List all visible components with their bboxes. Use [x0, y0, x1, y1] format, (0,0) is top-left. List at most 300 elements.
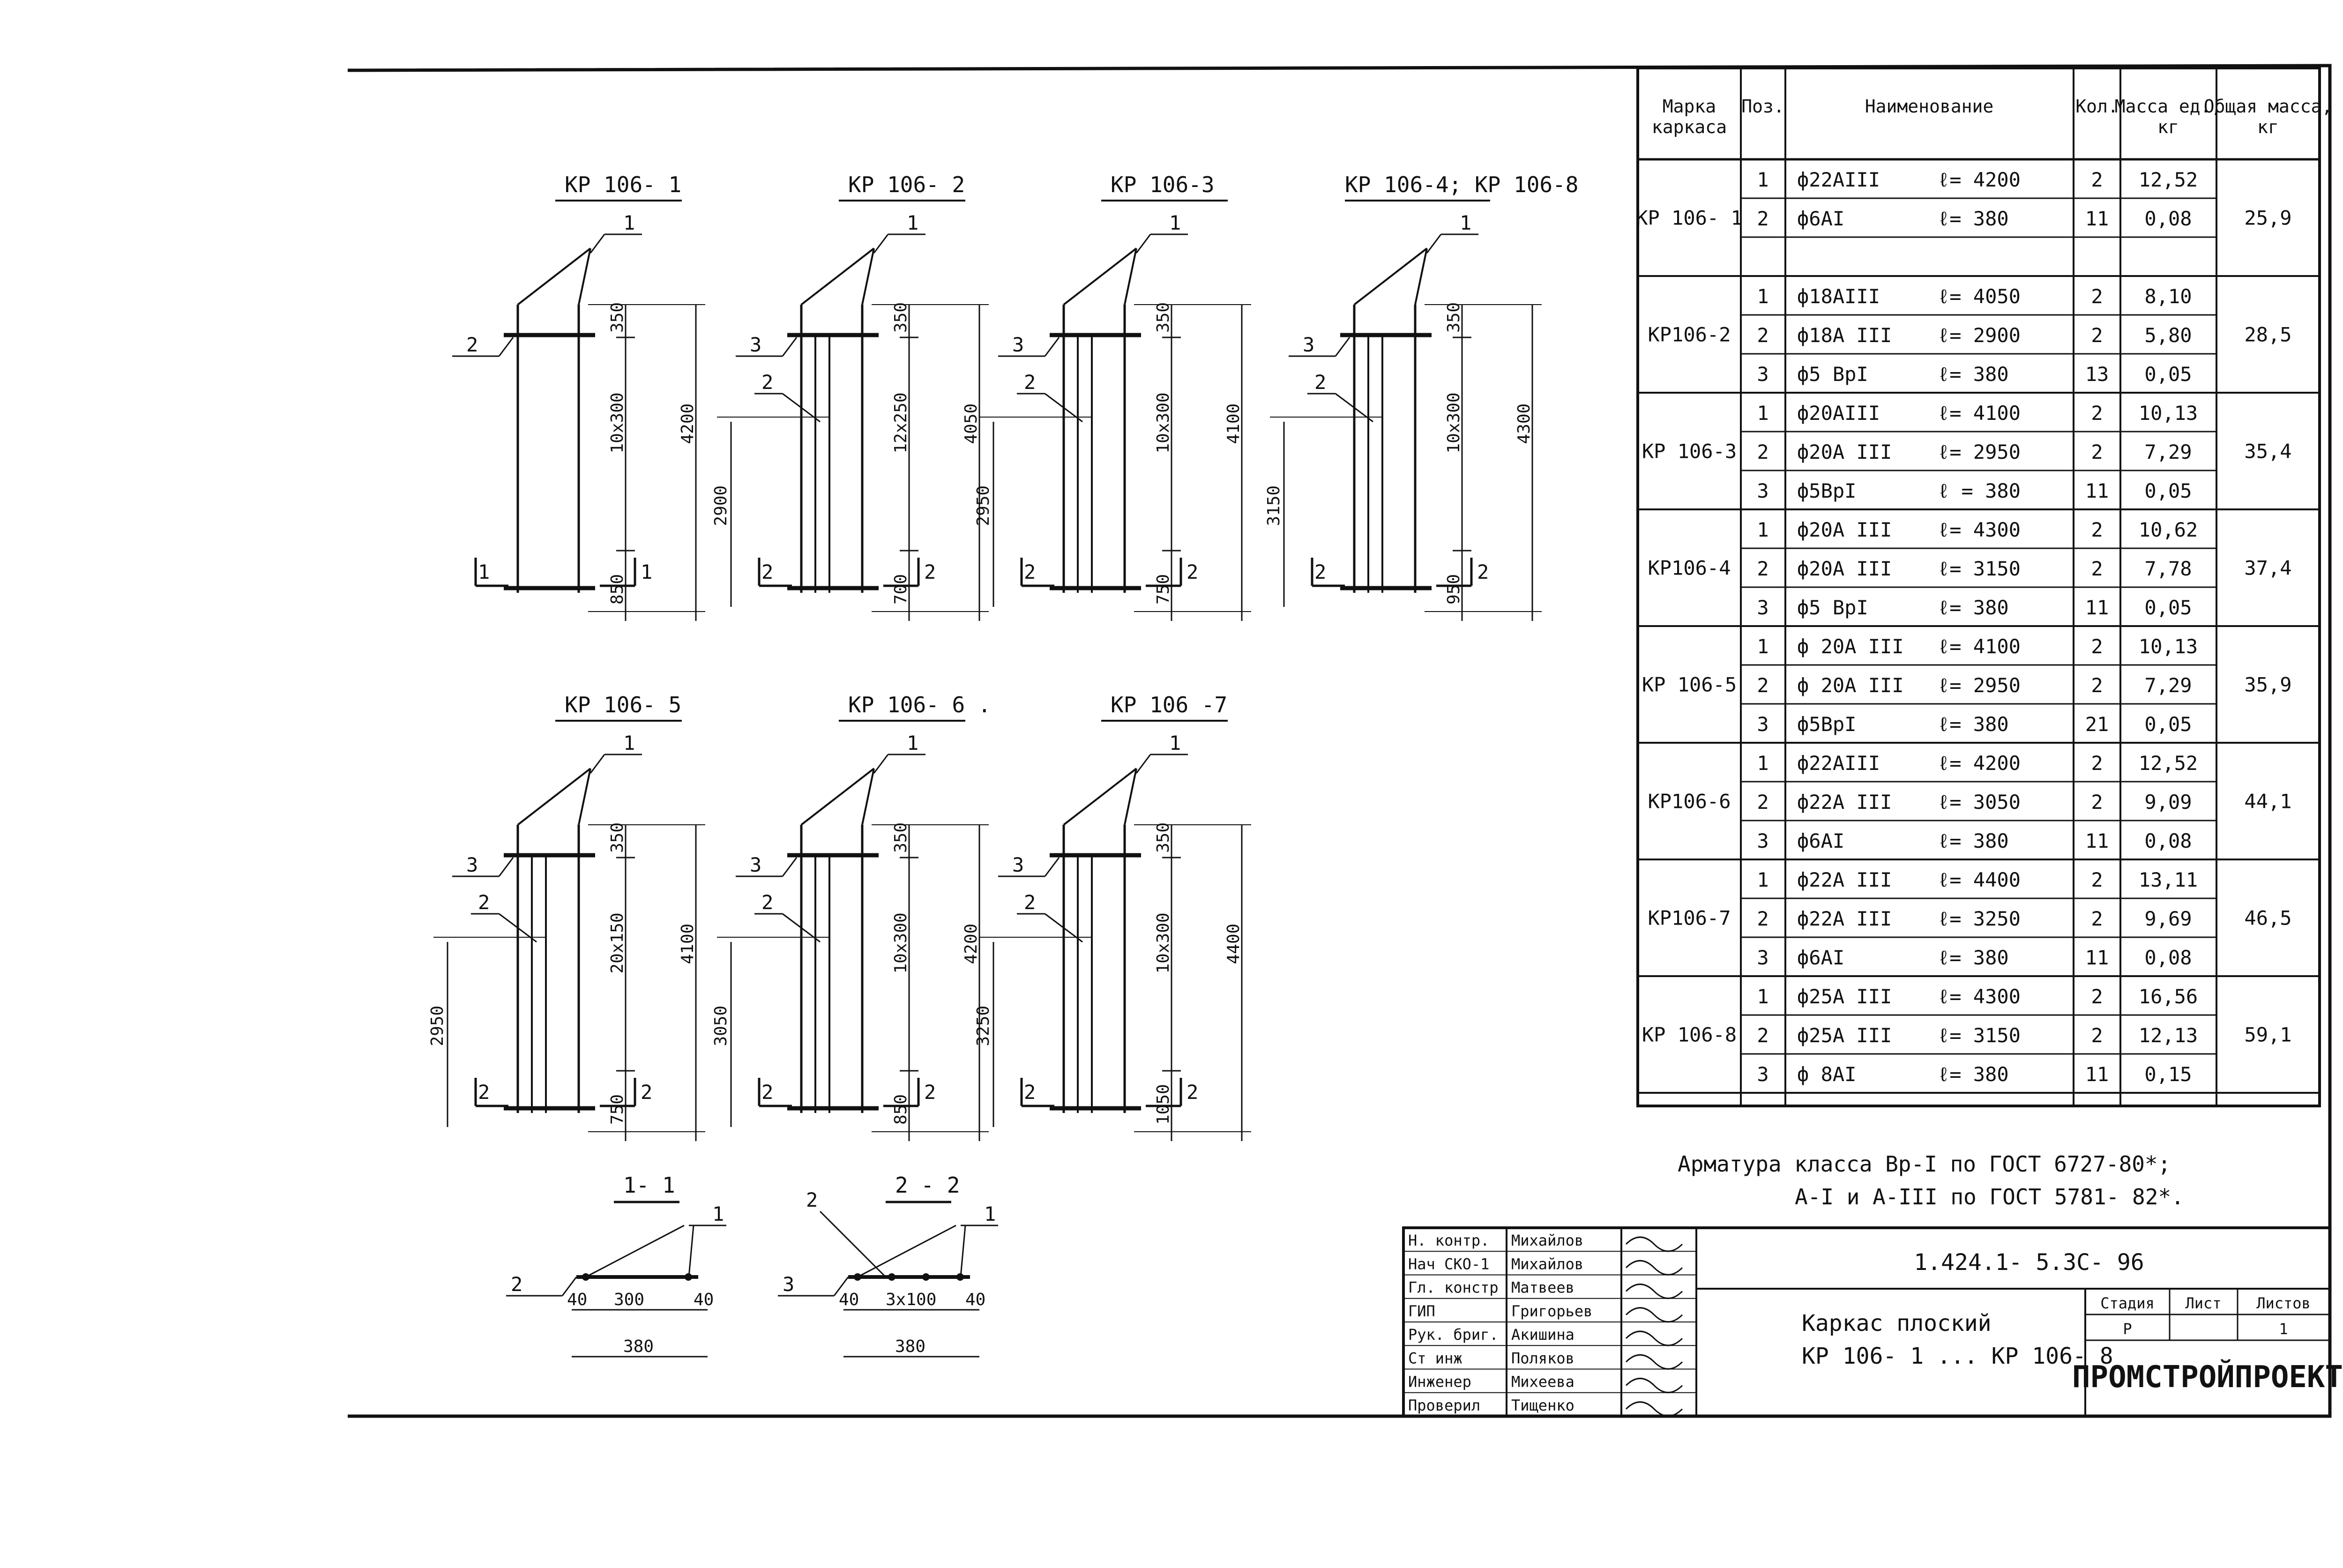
cell-length: ℓ= 380	[1938, 946, 2009, 969]
cell-length: ℓ= 380	[1938, 713, 2009, 736]
cell-total: 44,1	[2244, 790, 2292, 813]
table-header-cell: Общая масса, кг	[2203, 96, 2333, 137]
cell-qty: 2	[2091, 674, 2103, 697]
section-dim: 40	[694, 1290, 714, 1309]
cell-qty: 13	[2085, 363, 2109, 386]
section-mark-label: 2	[761, 1081, 774, 1104]
tb-org: ПРОМСТРОЙПРОЕКТ	[2072, 1360, 2343, 1395]
cell-qty: 2	[2091, 907, 2103, 930]
cell-mass: 8,10	[2144, 285, 2192, 308]
section-mark-label: 2	[1186, 560, 1199, 583]
cell-name: ф18АIII	[1797, 285, 1880, 308]
signature	[1626, 1379, 1682, 1393]
dim-mid: 10х300	[1444, 392, 1463, 454]
cell-name: ф25А III	[1797, 985, 1892, 1008]
pos-label: 2	[466, 333, 478, 356]
cell-length: ℓ= 4050	[1938, 285, 2021, 308]
cage-drawing	[711, 692, 991, 1141]
drawing-title: КР 106- 6 .	[848, 692, 991, 717]
dim-total: 4400	[1224, 923, 1243, 964]
section-dim: 40	[965, 1290, 986, 1309]
dim-top: 350	[1154, 822, 1173, 853]
leader-1	[874, 754, 888, 773]
cell-mass: 10,62	[2138, 518, 2198, 541]
cell-pos: 3	[1757, 596, 1769, 619]
pos-label: 1	[907, 211, 919, 234]
leader-top	[783, 337, 797, 356]
section-leader	[586, 1225, 684, 1277]
cell-length: ℓ= 2900	[1938, 324, 2021, 347]
pos-label: 1	[907, 732, 919, 754]
signature	[1626, 1261, 1682, 1275]
dim-mid: 10х300	[1154, 912, 1173, 974]
dim-top: 350	[891, 822, 910, 853]
dim-total: 4300	[1515, 403, 1534, 444]
table-header-cell: Масса ед., кг	[2114, 96, 2222, 137]
cell-mass: 9,09	[2144, 791, 2192, 814]
pos-label: 2	[478, 891, 490, 914]
cell-length: ℓ= 2950	[1938, 674, 2021, 697]
pos-label: 3	[1012, 853, 1024, 876]
cell-qty: 2	[2091, 1024, 2103, 1047]
section-mark-label: 2	[641, 1081, 653, 1104]
cell-qty: 11	[2085, 596, 2109, 619]
dim-mid: 20х150	[608, 912, 627, 974]
cell-mass: 0,05	[2144, 363, 2192, 386]
cell-total: 28,5	[2244, 323, 2292, 346]
cell-qty: 2	[2091, 402, 2103, 425]
cell-pos: 3	[1757, 363, 1769, 386]
note-line-2: А-I и А-III по ГОСТ 5781- 82*.	[1795, 1184, 2184, 1210]
table-header-cell: Марка каркаса	[1651, 96, 1727, 137]
cell-mark: КР106-2	[1648, 323, 1731, 346]
note-line-1: Арматура класса Вр-I по ГОСТ 6727-80*;	[1678, 1151, 2171, 1177]
cell-mass: 13,11	[2138, 868, 2198, 891]
cell-length: ℓ= 380	[1938, 363, 2009, 386]
dim-bottom: 700	[891, 574, 910, 605]
cell-total: 35,4	[2244, 440, 2292, 463]
drawing-title: КР 106-4; КР 106-8	[1345, 172, 1579, 197]
cage-drawing	[974, 692, 1251, 1141]
drawing-title: КР 106 -7	[1111, 692, 1228, 717]
cell-pos: 1	[1757, 402, 1769, 425]
cell-qty: 2	[2091, 168, 2103, 191]
cell-length: ℓ= 3050	[1938, 791, 2021, 814]
table-header-cell: Наименование	[1865, 96, 1994, 117]
cell-pos: 2	[1757, 207, 1769, 230]
cell-pos: 3	[1757, 829, 1769, 852]
signature	[1626, 1237, 1682, 1251]
section-mark-label: 2	[1024, 560, 1036, 583]
dim-bottom: 950	[1444, 574, 1463, 605]
cell-name: ф5 ВрI	[1797, 363, 1868, 386]
cell-length: ℓ= 4300	[1938, 985, 2021, 1008]
dim-mid: 12х250	[891, 392, 910, 454]
signature	[1626, 1331, 1682, 1345]
cell-length: ℓ= 380	[1938, 596, 2009, 619]
cell-qty: 11	[2085, 1063, 2109, 1086]
cell-name: ф25А III	[1797, 1024, 1892, 1047]
cell-name: ф18А III	[1797, 324, 1892, 347]
cell-qty: 21	[2085, 713, 2109, 736]
cell-mass: 10,13	[2138, 635, 2198, 658]
tb-name: Михеева	[1511, 1373, 1574, 1391]
tb-stage-header: Стадия	[2100, 1294, 2155, 1312]
dim-inner: 3250	[974, 1005, 993, 1046]
pos-label: 3	[1012, 333, 1024, 356]
cell-name: ф5ВрI	[1797, 479, 1857, 502]
dim-total: 4200	[962, 923, 981, 964]
cell-pos: 1	[1757, 518, 1769, 541]
tb-name: Акишина	[1511, 1326, 1574, 1344]
section-leader	[961, 1225, 965, 1277]
cage-drawing	[711, 172, 989, 621]
leader-top	[783, 858, 797, 876]
tb-name: Михайлов	[1511, 1255, 1584, 1273]
section-leader	[689, 1225, 694, 1277]
signature	[1626, 1355, 1682, 1369]
cell-name: ф20А III	[1797, 518, 1892, 541]
dim-mid: 10х300	[608, 392, 627, 454]
section-leader	[820, 1211, 886, 1277]
leader-1	[1136, 754, 1150, 773]
dim-total: 4050	[962, 403, 981, 444]
table-header-cell: Кол.	[2075, 96, 2119, 117]
cell-total: 35,9	[2244, 673, 2292, 696]
cell-length: ℓ= 4400	[1938, 868, 2021, 891]
section-mark-label: 2	[761, 560, 774, 583]
cell-pos: 2	[1757, 907, 1769, 930]
cell-pos: 3	[1757, 1063, 1769, 1086]
dim-top: 350	[1444, 302, 1463, 333]
pos-label: 3	[466, 853, 478, 876]
section-mark-label: 2	[924, 560, 936, 583]
pos-label: 1	[1460, 211, 1472, 234]
cell-mass: 0,08	[2144, 946, 2192, 969]
cell-mass: 9,69	[2144, 907, 2192, 930]
drawing-title: КР 106- 1	[565, 172, 682, 197]
cell-pos: 2	[1757, 791, 1769, 814]
section-view	[778, 1172, 998, 1357]
cell-qty: 11	[2085, 829, 2109, 852]
cell-mass: 0,08	[2144, 207, 2192, 230]
tb-name: Поляков	[1511, 1349, 1574, 1367]
cell-name: ф20А III	[1797, 557, 1892, 580]
dim-total: 4100	[678, 923, 697, 964]
specification-table	[1636, 68, 2332, 1106]
cell-mass: 0,08	[2144, 829, 2192, 852]
cell-mass: 16,56	[2138, 985, 2198, 1008]
dim-inner: 2900	[711, 485, 731, 526]
pos-label: 1	[623, 211, 635, 234]
pos-label: 1	[1169, 211, 1181, 234]
cell-qty: 2	[2091, 868, 2103, 891]
cell-name: ф 8АI	[1797, 1063, 1857, 1086]
section-pos-label: 1	[712, 1202, 724, 1225]
tb-role: Н. контр.	[1408, 1232, 1490, 1249]
section-mark-label: 2	[1477, 560, 1489, 583]
section-dim: 40	[567, 1290, 588, 1309]
pos-label: 2	[1314, 371, 1327, 394]
dim-mid: 10х300	[891, 912, 910, 974]
leader-1	[874, 234, 888, 253]
cell-length: ℓ= 380	[1938, 829, 2009, 852]
pos-label: 2	[1024, 371, 1036, 394]
cell-length: ℓ= 4200	[1938, 168, 2021, 191]
cell-length: ℓ= 4300	[1938, 518, 2021, 541]
leader-top	[1045, 858, 1059, 876]
rebar-dot	[888, 1273, 895, 1281]
signature	[1626, 1402, 1682, 1416]
cell-pos: 2	[1757, 324, 1769, 347]
drawing-title: КР 106- 5	[565, 692, 682, 717]
cell-qty: 11	[2085, 946, 2109, 969]
cell-mass: 5,80	[2144, 324, 2192, 347]
tb-role: Инженер	[1408, 1373, 1471, 1391]
cell-mark: КР 106-5	[1642, 673, 1737, 696]
cage-drawing	[1264, 172, 1579, 621]
cell-mass: 10,13	[2138, 402, 2198, 425]
cell-length: ℓ= 380	[1938, 207, 2009, 230]
rebar-dot	[922, 1273, 930, 1281]
cell-length: ℓ= 2950	[1938, 441, 2021, 463]
cell-mass: 12,13	[2138, 1024, 2198, 1047]
tb-stage: Р	[2123, 1320, 2132, 1338]
tb-title-1: Каркас плоский	[1802, 1310, 1992, 1337]
dim-bottom: 850	[608, 574, 627, 605]
section-mark-label: 2	[1186, 1081, 1199, 1104]
cell-name: ф6АI	[1797, 946, 1845, 969]
cell-mass: 0,05	[2144, 713, 2192, 736]
cell-mark: КР 106-8	[1642, 1023, 1737, 1046]
section-title: 2 - 2	[895, 1172, 960, 1198]
tb-role: Проверил	[1408, 1396, 1481, 1414]
cell-total: 25,9	[2244, 206, 2292, 230]
dim-mid: 10х300	[1154, 392, 1173, 454]
section-mark-label: 2	[1314, 560, 1327, 583]
cage-drawing	[974, 172, 1251, 621]
section-mark-label: 1	[478, 560, 490, 583]
cell-pos: 2	[1757, 674, 1769, 697]
rebar-dot	[685, 1273, 692, 1281]
section-view	[506, 1172, 726, 1357]
cell-mark: КР106-7	[1648, 906, 1731, 930]
tb-name: Григорьев	[1511, 1302, 1593, 1320]
leader-top	[499, 858, 513, 876]
dim-top: 350	[608, 822, 627, 853]
cell-pos: 3	[1757, 479, 1769, 502]
cell-pos: 2	[1757, 1024, 1769, 1047]
cell-mark: КР 106- 1	[1636, 206, 1743, 230]
leader-1	[1427, 234, 1441, 253]
cell-pos: 1	[1757, 285, 1769, 308]
notes-block	[1678, 1151, 2184, 1210]
tb-name: Михайлов	[1511, 1232, 1584, 1249]
cell-name: ф5 ВрI	[1797, 596, 1868, 619]
signature	[1626, 1284, 1682, 1299]
cell-pos: 1	[1757, 868, 1769, 891]
leader-top	[499, 337, 513, 356]
dim-inner: 3050	[711, 1005, 731, 1046]
table-header-cell: Поз.	[1741, 96, 1784, 117]
tb-role: ГИП	[1408, 1302, 1435, 1320]
section-pos-label: 2	[511, 1273, 523, 1296]
tb-role: Ст инж	[1408, 1349, 1463, 1367]
tb-role: Рук. бриг.	[1408, 1326, 1499, 1344]
dim-top: 350	[608, 302, 627, 333]
dim-bottom: 750	[608, 1094, 627, 1125]
cell-length: ℓ= 3150	[1938, 1024, 2021, 1047]
section-total: 380	[623, 1337, 654, 1356]
dim-top: 350	[1154, 302, 1173, 333]
cage-drawings	[428, 172, 1579, 1141]
cell-mass: 7,29	[2144, 674, 2192, 697]
cell-mass: 7,29	[2144, 441, 2192, 463]
cell-mark: КР106-6	[1648, 790, 1731, 813]
section-pos-label: 1	[984, 1202, 996, 1225]
pos-label: 3	[750, 333, 762, 356]
cell-total: 37,4	[2244, 556, 2292, 580]
section-leader	[858, 1225, 956, 1277]
dim-top: 350	[891, 302, 910, 333]
pos-label: 2	[761, 891, 774, 914]
tb-name: Матвеев	[1511, 1278, 1574, 1297]
tb-role: Нач СКО-1	[1408, 1255, 1490, 1273]
cell-qty: 2	[2091, 791, 2103, 814]
section-dim: 40	[839, 1290, 859, 1309]
dim-bottom: 750	[1154, 574, 1173, 605]
cell-name: ф6АI	[1797, 829, 1845, 852]
drawing-title: КР 106-3	[1111, 172, 1215, 197]
section-mark-label: 2	[1024, 1081, 1036, 1104]
cell-qty: 2	[2091, 752, 2103, 775]
dim-total: 4200	[678, 403, 697, 444]
tb-role: Гл. констр	[1408, 1278, 1499, 1297]
cell-pos: 2	[1757, 441, 1769, 463]
dim-bottom: 1050	[1154, 1084, 1173, 1125]
cell-length: ℓ= 4100	[1938, 402, 2021, 425]
cell-qty: 2	[2091, 518, 2103, 541]
dim-inner: 3150	[1264, 485, 1283, 526]
cell-mass: 0,05	[2144, 596, 2192, 619]
cell-mass: 0,05	[2144, 479, 2192, 502]
section-pos-label: 2	[806, 1188, 818, 1211]
leader-1	[590, 234, 604, 253]
cell-pos: 3	[1757, 713, 1769, 736]
cell-name: ф22А III	[1797, 791, 1892, 814]
dim-inner: 2950	[974, 485, 993, 526]
cell-length: ℓ= 380	[1938, 1063, 2009, 1086]
cell-mark: КР 106-3	[1642, 440, 1737, 463]
cell-pos: 2	[1757, 557, 1769, 580]
cell-total: 59,1	[2244, 1023, 2292, 1046]
cell-mass: 7,78	[2144, 557, 2192, 580]
drawing-title: КР 106- 2	[848, 172, 965, 197]
section-mark-label: 1	[641, 560, 653, 583]
section-mark-label: 2	[478, 1081, 490, 1104]
signature	[1626, 1308, 1682, 1322]
leader-top	[1336, 337, 1350, 356]
cell-name: ф22АIII	[1797, 752, 1880, 775]
cell-pos: 3	[1757, 946, 1769, 969]
cell-name: ф6АI	[1797, 207, 1845, 230]
tb-code: 1.424.1- 5.3С- 96	[1914, 1249, 2144, 1276]
pos-label: 2	[761, 371, 774, 394]
cell-qty: 11	[2085, 207, 2109, 230]
pos-label: 2	[1024, 891, 1036, 914]
cage-drawing	[428, 692, 705, 1141]
cell-qty: 2	[2091, 635, 2103, 658]
cell-name: ф20АIII	[1797, 402, 1880, 425]
pos-label: 1	[1169, 732, 1181, 754]
cell-name: ф 20А III	[1797, 635, 1904, 658]
cell-qty: 2	[2091, 441, 2103, 463]
leader-1	[1136, 234, 1150, 253]
cell-mass: 0,15	[2144, 1063, 2192, 1086]
dim-total: 4100	[1224, 403, 1243, 444]
section-total: 380	[895, 1337, 926, 1356]
pos-label: 3	[750, 853, 762, 876]
cell-length: ℓ= 3150	[1938, 557, 2021, 580]
pos-label: 3	[1303, 333, 1315, 356]
cell-mass: 12,52	[2138, 168, 2198, 191]
cell-pos: 1	[1757, 635, 1769, 658]
cell-mass: 12,52	[2138, 752, 2198, 775]
pos-label: 1	[623, 732, 635, 754]
cell-pos: 1	[1757, 752, 1769, 775]
cell-pos: 1	[1757, 985, 1769, 1008]
cell-name: ф22А III	[1797, 907, 1892, 930]
tb-sheets: 1	[2279, 1320, 2288, 1338]
cell-qty: 2	[2091, 324, 2103, 347]
cell-name: ф22АIII	[1797, 168, 1880, 191]
section-mark-label: 2	[924, 1081, 936, 1104]
cell-name: ф 20А III	[1797, 674, 1904, 697]
cell-length: ℓ= 3250	[1938, 907, 2021, 930]
cell-name: ф22А III	[1797, 868, 1892, 891]
section-title: 1- 1	[623, 1172, 675, 1198]
cell-qty: 2	[2091, 285, 2103, 308]
dim-inner: 2950	[428, 1005, 447, 1046]
dim-bottom: 850	[891, 1094, 910, 1125]
title-block	[1403, 1228, 2343, 1416]
cell-qty: 11	[2085, 479, 2109, 502]
cell-pos: 1	[1757, 168, 1769, 191]
cell-total: 46,5	[2244, 906, 2292, 930]
cell-name: ф20А III	[1797, 441, 1892, 463]
cell-length: ℓ= 4200	[1938, 752, 2021, 775]
leader-top	[1045, 337, 1059, 356]
rebar-dot	[956, 1273, 964, 1281]
section-dim: 300	[614, 1290, 645, 1309]
tb-sheet-header: Лист	[2185, 1294, 2222, 1312]
section-pos-label: 3	[783, 1273, 795, 1296]
cell-qty: 2	[2091, 557, 2103, 580]
tb-sheets-header: Листов	[2256, 1294, 2311, 1312]
tb-title-2: КР 106- 1 ... КР 106- 8	[1802, 1343, 2113, 1369]
section-drawings	[506, 1172, 998, 1357]
tb-name: Тищенко	[1511, 1396, 1574, 1414]
sheet-frame	[348, 66, 2330, 1416]
cell-qty: 2	[2091, 985, 2103, 1008]
section-dim: 3х100	[886, 1290, 937, 1309]
cell-name: ф5ВрI	[1797, 713, 1857, 736]
cage-drawing	[452, 172, 705, 621]
cell-length: ℓ= 4100	[1938, 635, 2021, 658]
cell-mark: КР106-4	[1648, 556, 1731, 580]
leader-1	[590, 754, 604, 773]
cell-length: ℓ = 380	[1938, 479, 2021, 502]
